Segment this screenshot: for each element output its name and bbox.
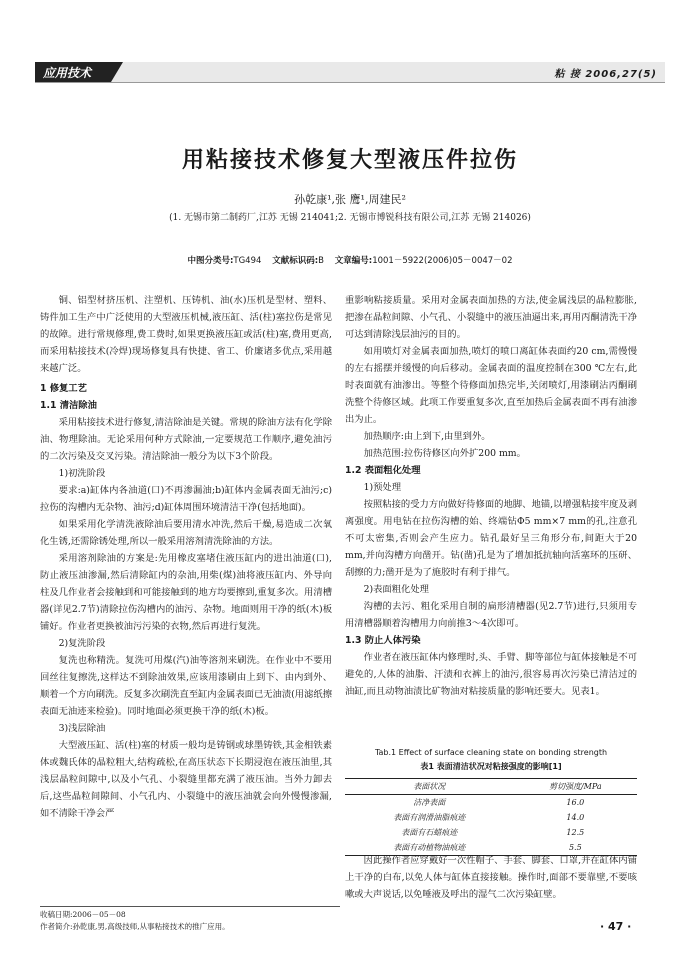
- article-authors: 孙乾康¹,张 鹰¹,周建民²: [294, 193, 406, 206]
- doc-code-label: 文献标识码:: [272, 256, 319, 266]
- table1-header-cell: 剪切强度/MPa: [548, 782, 602, 791]
- footnote: [40, 906, 340, 933]
- table-cell: 表面有动植物油痕迹: [393, 843, 466, 852]
- paragraph: 3)浅层除油: [58, 723, 106, 734]
- paragraph: 如用喷灯对金属表面加热,喷灯的喷口离缸体表面约20 cm,需慢慢的左右摇摆并缓慢的向后移动。金属表面的温度控制在300 ℃左右,此时表面就有油渗出。等整个待修面加热完毕,关闭喷灯,用漆刷沾丙酮刷洗整个待修区域。此项工作要重复多次,直至加热后金属表面不再有油渗出为止。: [345, 346, 637, 425]
- paragraph: 采用溶剂除油的方案是:先用橡皮塞堵住液压缸内的进出油道(口),防止液压油渗漏,然后清除缸内的杂油,用柴(煤)油将液压缸内、外导向柱及几作业者会接触到和可能接触到的地方均要擦到,重复多次。用清槽器(详见2.7节)清除拉伤沟槽内的油污、杂物。地面则用干净的纸(木)板铺好。作业者更换被油污污染的衣物,然后再进行复洗。: [40, 553, 332, 632]
- paragraph: 复洗也称精洗。复洗可用煤(汽)油等溶剂来刷洗。在作业中不要用回丝往复擦洗,这样达不到除油效果,应该用漆刷由上到下、由内到外、顺着一个方向刷洗。反复多次刷洗直至缸内金属表面已无油渍(用滤纸擦表面无油迹来检验)。同时地面必须更换干净的纸(木)板。: [40, 655, 332, 717]
- article-title: 用粘接技术修复大型液压件拉伤: [181, 148, 518, 173]
- table-cell: 表面有石蜡痕迹: [401, 828, 458, 837]
- table-row: [345, 825, 637, 840]
- right-column: [345, 292, 637, 700]
- section-heading: 1 修复工艺: [40, 383, 87, 394]
- paragraph: 采用粘接技术进行修复,清洁除油是关键。常规的除油方法有化学除油、物理除油。无论采用何种方式除油,一定要规范工作顺序,避免油污的二次污染及交叉污染。清洁除油一般分为以下3个阶段。: [40, 417, 332, 462]
- table-row: [345, 795, 637, 811]
- section-tag: 应用技术: [35, 62, 111, 82]
- paragraph: 加热顺序:由上到下,由里到外。: [363, 431, 491, 442]
- paragraph: 大型液压缸、活(柱)塞的材质一般均是铸钢或球墨铸铁,其金相铁素体或魏氏体的晶粒粗大,结构疏松,在高压状态下长期浸泡在液压油里,其浅层晶粒间隙中,以及小气孔、小裂缝里都充满了液压油。当外力卸去后,这些晶粒间隙间、小气孔内、小裂缝中的液压油就会向外慢慢渗漏,如不清除干净会严: [40, 740, 332, 819]
- paragraph: 2)复洗阶段: [58, 638, 106, 649]
- paragraph: 1)初洗阶段: [58, 468, 106, 479]
- paragraph: 如果采用化学清洗液除油后要用清水冲洗,然后干燥,易造成二次氧化生锈,还需除锈处理,所以一般采用溶剂清洗除油的方法。: [40, 519, 332, 547]
- paragraph: 加热范围:拉伤待修区向外扩200 mm。: [363, 448, 526, 459]
- table1-caption-en: Tab.1 Effect of surface cleaning state on bonding strength: [374, 748, 608, 757]
- table1-header-cell: 表面状况: [413, 782, 446, 791]
- section-tag-slant: [111, 62, 123, 82]
- table1-caption-zh: 表1 表面清洁状况对粘接强度的影响[1]: [420, 762, 562, 771]
- subsection-heading: 1.3 防止人体污染: [345, 635, 421, 646]
- table-row: [345, 810, 637, 825]
- article-number-value: 1001－5922(2006)05－0047－02: [372, 256, 513, 266]
- table-cell: 12.5: [566, 828, 585, 837]
- paragraph: 铜、铝型材挤压机、注塑机、压铸机、油(水)压机是型材、塑料、铸件加工生产中广泛使用的大型液压机械,液压缸、活(柱)塞拉伤是常见的故障。进行常规修理,费工费时,如果更换液压缸或活(柱)塞,费用更高,而采用粘接技术(冷焊)现场修复具有快捷、省工、价廉诸多优点,采用越来越广泛。: [40, 295, 332, 374]
- author-bio: 作者简介:孙乾康,男,高级技师,从事粘接技术的推广应用。: [40, 922, 230, 931]
- clc-label: 中图分类号:: [187, 256, 234, 266]
- paragraph: 重影响粘接质量。采用对金属表面加热的方法,使金属浅层的晶粒膨胀,把渗在晶粒间隙、小气孔、小裂缝中的液压油逼出来,再用丙酮清洗干净可达到清除浅层油污的目的。: [345, 295, 637, 340]
- clc-value: TG494: [233, 256, 262, 266]
- paragraph: 要求:a)缸体内各油道(口)不再渗漏油;b)缸体内金属表面无油污;c)拉伤的沟槽内无杂物、油污;d)缸体周围环境清洁干净(包括地面)。: [40, 485, 332, 513]
- right-column-after-table: [345, 852, 637, 903]
- subsection-heading: 1.2 表面粗化处理: [345, 465, 421, 476]
- received-date: 收稿日期:2006－05－08: [40, 910, 126, 919]
- paragraph: 1)预处理: [363, 482, 402, 493]
- journal-citation: 粘 接 2006,27(5): [554, 68, 657, 80]
- table1-header-row: [345, 779, 637, 795]
- running-header: [35, 62, 665, 83]
- table-cell: 14.0: [566, 813, 585, 822]
- paragraph: 按照粘接的受力方向做好待修面的地脚、地锚,以增强粘接牢度及剥离强度。用电钻在拉伤沟槽的始、终端钻Φ5 mm×7 mm的孔,注意孔不可太密集,否则会产生应力。钻孔最好呈三角形分布,间距大于20 mm,并向沟槽方向凿开。钻(凿)孔是为了增加抵抗轴向活塞环的压研、刮擦的力;凿开是为了施胶时有利于排气。: [345, 499, 637, 578]
- left-column: [40, 292, 332, 822]
- paragraph: 因此操作者应穿戴好一次性帽子、手套、脚套、口罩,并在缸体内铺上干净的白布,以免人体与缸体直接接触。操作时,面部不要靠壁,不要咳嗽或大声说话,以免唾液及呼出的湿气二次污染缸壁。: [345, 855, 637, 900]
- subsection-heading: 1.1 清洁除油: [40, 400, 97, 411]
- paragraph: 沟槽的去污、粗化采用自制的扁形清槽器(见2.7节)进行,只须用专用清槽器顺着沟槽用力向前推3～4次即可。: [345, 601, 637, 629]
- page-number: · 47 ·: [600, 920, 632, 933]
- table-cell: 洁净表面: [413, 798, 446, 807]
- article-number-label: 文章编号:: [334, 256, 373, 266]
- classification-line: [0, 254, 700, 266]
- article-affiliations: (1. 无锡市第二制药厂,江苏 无锡 214041;2. 无锡市博锐科技有限公司,江苏 无锡 214026): [169, 213, 531, 223]
- paragraph: 作业者在液压缸体内修理时,头、手臂、脚等部位与缸体接触是不可避免的,人体的油脂、汗渍和衣裤上的油污,很容易再次污染已清洁过的油缸,而且动物油渍比矿物油对粘接质量的影响还要大。见表1。: [345, 652, 637, 697]
- table-cell: 16.0: [566, 798, 585, 807]
- table1: [345, 778, 637, 856]
- paragraph: 2)表面粗化处理: [363, 584, 429, 595]
- table-cell: 表面有润滑油脂痕迹: [393, 813, 466, 822]
- table-cell: 5.5: [568, 843, 582, 852]
- doc-code-value: B: [318, 256, 324, 266]
